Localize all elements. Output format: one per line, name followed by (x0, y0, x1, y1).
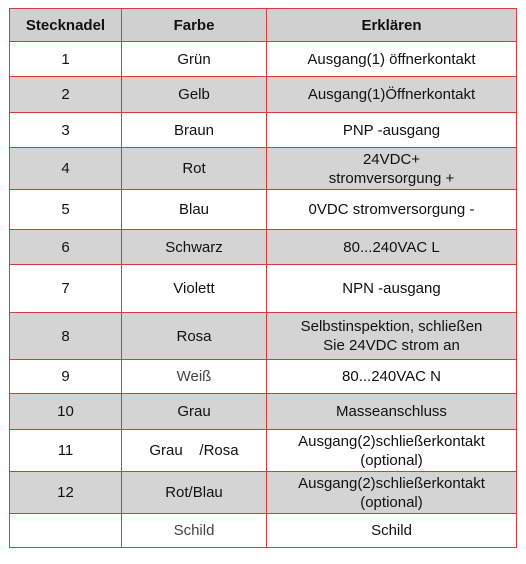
table-row (10, 265, 517, 313)
description-cell: Ausgang(1)Öffnerkontakt (267, 77, 517, 113)
pin-cell: 6 (10, 230, 122, 265)
pin-cell: 9 (10, 360, 122, 394)
description-cell: Selbstinspektion, schließen Sie 24VDC strom an (267, 313, 517, 360)
color-cell (122, 472, 267, 514)
header-description: Erklären (267, 9, 517, 42)
description-cell: Ausgang(1) öffnerkontakt (267, 42, 517, 77)
color-cell (122, 190, 267, 230)
pin-assignment-table (9, 8, 517, 548)
color-label: Rosa (176, 327, 212, 345)
pin-cell: 7 (10, 265, 122, 313)
color-cell (122, 230, 267, 265)
pin-cell: 11 (10, 430, 122, 472)
description-cell: 24VDC+ stromversorgung + (267, 148, 517, 190)
pin-cell (10, 514, 122, 548)
color-cell (122, 113, 267, 148)
color-cell (122, 430, 267, 472)
color-label: Braun (173, 121, 215, 139)
table-row (10, 394, 517, 430)
table-row (10, 77, 517, 113)
header-color: Farbe (122, 9, 267, 42)
description-cell: Ausgang(2)schließerkontakt (optional) (267, 472, 517, 514)
description-cell: 80...240VAC L (267, 230, 517, 265)
table-row (10, 472, 517, 514)
table-row (10, 313, 517, 360)
table-row (10, 514, 517, 548)
description-cell: Masseanschluss (267, 394, 517, 430)
table-header-row (10, 9, 517, 42)
pin-cell: 3 (10, 113, 122, 148)
pin-cell: 5 (10, 190, 122, 230)
color-cell (122, 514, 267, 548)
color-label: Schild (173, 522, 215, 539)
color-label: Grau (177, 403, 211, 420)
description-cell: Schild (267, 514, 517, 548)
table-row (10, 360, 517, 394)
color-label: Rot/Blau (165, 484, 223, 501)
table-row (10, 42, 517, 77)
table-row (10, 430, 517, 472)
description-cell: NPN -ausgang (267, 265, 517, 313)
color-cell (122, 360, 267, 394)
color-label: Blau (178, 201, 210, 218)
pin-cell: 4 (10, 148, 122, 190)
table-row (10, 148, 517, 190)
pin-cell: 8 (10, 313, 122, 360)
pin-cell: 12 (10, 472, 122, 514)
pin-cell: 1 (10, 42, 122, 77)
color-cell (122, 42, 267, 77)
description-cell: 80...240VAC N (267, 360, 517, 394)
color-cell (122, 394, 267, 430)
description-cell: 0VDC stromversorgung - (267, 190, 517, 230)
pin-cell: 2 (10, 77, 122, 113)
color-cell (122, 77, 267, 113)
description-cell: PNP -ausgang (267, 113, 517, 148)
description-cell: Ausgang(2)schließerkontakt (optional) (267, 430, 517, 472)
color-label: Rot (182, 160, 206, 177)
table-row (10, 230, 517, 265)
pin-cell: 10 (10, 394, 122, 430)
color-label: Weiß (176, 368, 212, 385)
color-cell (122, 265, 267, 313)
color-label: Schwarz (165, 238, 223, 256)
color-label: Violett (173, 280, 215, 297)
color-label: Grau /Rosa (149, 442, 239, 459)
color-label: Grün (177, 50, 211, 68)
header-pin: Stecknadel (10, 9, 122, 42)
color-cell (122, 313, 267, 360)
color-label: Gelb (178, 86, 210, 103)
table-row (10, 113, 517, 148)
color-cell (122, 148, 267, 190)
table-row (10, 190, 517, 230)
